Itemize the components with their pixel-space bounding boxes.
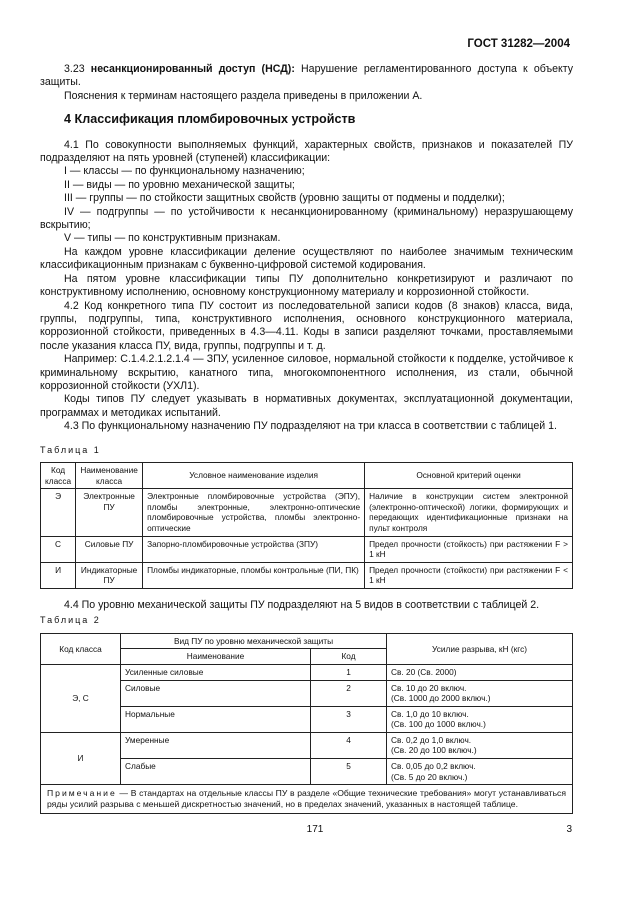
force-kn: Св. 0,05 до 0,2 включ. xyxy=(391,761,476,772)
cell-type-code: 2 xyxy=(311,680,387,706)
cell-criterion: Наличие в конструкции систем электронной (электронно-оптической) логики, формирующих и передающих идентификационные признаки на пульт контроля xyxy=(365,489,573,536)
section-title: 4 Классификация пломбировочных устройств xyxy=(64,112,356,127)
cell-force xyxy=(387,680,573,706)
page-number-right: 3 xyxy=(566,824,572,835)
page-number-center: 171 xyxy=(306,824,324,835)
para-example: Например: С.1.4.2.1.2.1.4 — ЗПУ, усиленное силовое, нормальной стойкости к подделке, устойчивое к криминальному вскрытию, канатного типа, многокомпонентного исполнения, из стали, обычной коррозионной стойкости (УХЛ1). xyxy=(40,353,573,392)
force-kn: Св. 0,2 до 1,0 включ. xyxy=(391,734,472,745)
level-item: III — группы — по стойкости защитных свойств (уровню защиты от подмены и подделки); xyxy=(64,192,505,205)
force-kn: Св. 10 до 20 включ. xyxy=(391,682,467,693)
cell-type-name: Слабые xyxy=(121,759,311,785)
cell-code: С xyxy=(41,536,76,562)
th-name: Наименование класса xyxy=(76,462,143,488)
cell-type-code: 1 xyxy=(311,664,387,680)
th-force: Усилие разрыва, кН (кгс) xyxy=(387,633,573,664)
level-item: IV — подгруппы — по устойчивости к несанкционированному (криминальному) неразрушающему вскрытию; xyxy=(40,205,573,232)
cell-code: И xyxy=(41,562,76,588)
level-item: II — виды — по уровню механической защиты; xyxy=(64,178,295,191)
cell-type-name: Силовые xyxy=(121,680,311,706)
cell-type-code: 4 xyxy=(311,732,387,758)
cell-name: Индикаторные ПУ xyxy=(76,562,143,588)
cell-force xyxy=(387,759,573,785)
cell-product: Пломбы индикаторные, пломбы контрольные (ПИ, ПК) xyxy=(143,562,365,588)
th-type-name: Наименование xyxy=(121,649,311,665)
force-kgf: (Св. 100 до 1000 включ.) xyxy=(391,719,486,730)
table2-note-row xyxy=(41,785,573,814)
note-label: Примечание xyxy=(47,788,117,799)
force-kn: Св. 20 (Св. 2000) xyxy=(391,666,457,677)
cell-criterion: Предел прочности (стойкость) при растяжении F > 1 кН xyxy=(365,536,573,562)
para-4-1: 4.1 По совокупности выполняемых функций, характерных свойств, признаков и показателей ПУ подразделяют на пять уровней (ступеней) классификации: xyxy=(40,138,573,165)
term-text: Нарушение регламентированного доступа к объекту защиты. xyxy=(40,63,573,89)
cell-class: И xyxy=(41,732,121,784)
term-definition xyxy=(40,63,573,90)
th-type-group: Вид ПУ по уровню механической защиты xyxy=(121,633,387,649)
force-kgf: (Св. 20 до 100 включ.) xyxy=(391,745,477,756)
para-fifth-level: На пятом уровне классификации типы ПУ дополнительно конкретизируют и различают по конструктивному исполнению, основному конструкционному материалу и коррозионной стойкости. xyxy=(40,272,573,299)
cell-type-name: Нормальные xyxy=(121,706,311,732)
table-row xyxy=(41,489,573,536)
table1-caption: Таблица 1 xyxy=(40,444,101,455)
table-row xyxy=(41,664,573,680)
cell-force xyxy=(387,732,573,758)
th-type-code: Код xyxy=(311,649,387,665)
force-kgf: (Св. 5 до 20 включ.) xyxy=(391,771,468,782)
table2-caption: Таблица 2 xyxy=(40,615,101,626)
level-item: I — классы — по функциональному назначению; xyxy=(64,165,305,178)
force-kgf: (Св. 1000 до 2000 включ.) xyxy=(391,693,491,704)
page-body xyxy=(40,63,573,814)
cell-code: Э xyxy=(41,489,76,536)
cell-type-name: Усиленные силовые xyxy=(121,664,311,680)
para-4-4: 4.4 По уровню механической защиты ПУ подразделяют на 5 видов в соответствии с таблицей 2. xyxy=(64,598,540,611)
note-text: — В стандартах на отдельные классы ПУ в разделе «Общие технические требования» могут устанавливаться ряды усилий разрыва с меньшей дискретностью значений, но в пределах значений, указанных в настоящей таблице. xyxy=(47,788,566,810)
cell-name: Силовые ПУ xyxy=(76,536,143,562)
table-2 xyxy=(40,633,573,815)
para-4-2: 4.2 Код конкретного типа ПУ состоит из последовательной записи кодов (8 знаков) класса, вида, группы, подгруппы, типа, конструктивного исполнения, основного конструкционного материала, коррозионной стойкости, приведенных в 4.3—4.11. Коды в записи разделяют точками, проставляемыми после указания класса ПУ, вида, группы, подгруппы и т. д. xyxy=(40,299,573,352)
th-criterion: Основной критерий оценки xyxy=(365,462,573,488)
th-code: Код класса xyxy=(41,462,76,488)
table-row xyxy=(41,706,573,732)
term-number: 3.23 xyxy=(64,63,85,75)
level-item: V — типы — по конструктивным признакам. xyxy=(64,232,281,245)
table-row xyxy=(41,759,573,785)
cell-criterion: Предел прочности (стойкости) при растяжении F < 1 кН xyxy=(365,562,573,588)
table-note xyxy=(41,785,573,814)
cell-force xyxy=(387,706,573,732)
table-row xyxy=(41,680,573,706)
cell-class: Э, С xyxy=(41,664,121,732)
para-4-3: 4.3 По функциональному назначению ПУ подразделяют на три класса в соответствии с таблицей 1. xyxy=(64,420,557,433)
para-levels: На каждом уровне классификации деление осуществляют по наиболее значимым техническим классификационным признакам с буквенно-цифровой системой кодирования. xyxy=(40,245,573,272)
table2-header-row xyxy=(41,633,573,649)
term-name: несанкционированный доступ (НСД): xyxy=(90,63,295,75)
table-row xyxy=(41,536,573,562)
force-kn: Св. 1,0 до 10 включ. xyxy=(391,708,469,719)
cell-type-code: 5 xyxy=(311,759,387,785)
standard-code-header: ГОСТ 31282—2004 xyxy=(467,38,570,50)
table-row xyxy=(41,732,573,758)
table-row xyxy=(41,562,573,588)
cell-force xyxy=(387,664,573,680)
th-class-code: Код класса xyxy=(41,633,121,664)
cell-name: Электронные ПУ xyxy=(76,489,143,536)
table-1 xyxy=(40,462,573,589)
cell-product: Электронные пломбировочные устройства (ЭПУ), пломбы электронные, электронно-оптические пломбировочные устройства, пломбы электронно-оптические xyxy=(143,489,365,536)
cell-type-name: Умеренные xyxy=(121,732,311,758)
table1-header-row xyxy=(41,462,573,488)
th-product: Условное наименование изделия xyxy=(143,462,365,488)
term-note: Пояснения к терминам настоящего раздела приведены в приложении А. xyxy=(64,89,423,102)
cell-product: Запорно-пломбировочные устройства (ЗПУ) xyxy=(143,536,365,562)
para-codes: Коды типов ПУ следует указывать в нормативных документах, эксплуатационной документации, программах и методиках испытаний. xyxy=(40,393,573,419)
cell-type-code: 3 xyxy=(311,706,387,732)
